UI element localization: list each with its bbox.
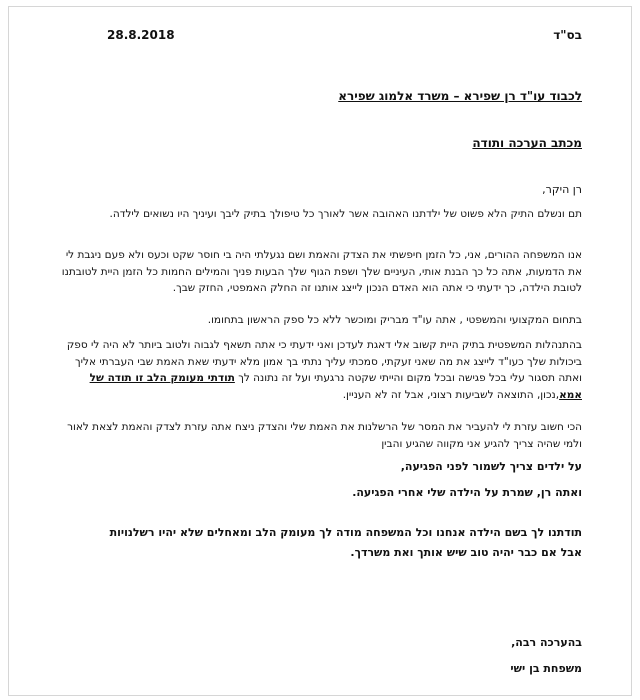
addressee-line: לכבוד עו"ד רן שפירא – משרד אלמוג שפירא xyxy=(338,89,582,103)
letter-subject: מכתב הערכה ותודה xyxy=(472,136,582,150)
paragraph-3: בתחום המקצועי והמשפטי , אתה עו"ד מבריק ומוכשר ללא כל ספק הראשון בתחומו. xyxy=(207,314,582,326)
paragraph-4-start: בהתנהלות המשפטית בתיק היית קשוב אלי דאגת לעדכן ואני ידעתי כי אתה תשאף לגבוה ולטוב ביותר לא היה לי ספק ביכולות שלך כעו"ד לייצג את מה שאני זעקתי, סמכתי עליך נתתי בך אמון מלא ידעתי שאת האמת שבי העברתי אליך ואתה תסגור עלי בכל פגישה ובכל מקום והייתי שקטה נרגעתי ועל זה נתונה לך xyxy=(66,339,582,384)
paragraph-1: תם ונשלם התיק הלא פשוט של ילדתנו האהובה אשר לאורך כל טיפולך בתיק ליבך ועיניך היו נשואים לילדה. xyxy=(109,208,582,220)
bold-line-2: ואתה רן, שמרת על הילדה שלי אחרי הפגיעה. xyxy=(352,486,582,499)
bold-line-1: על ילדים צריך לשמור לפני הפגיעה, xyxy=(400,460,582,473)
closing-line-1: תודתנו לך בשם הילדה אנחנו וכל המשפחה מודה לך מעומק הלב ומאחלים שלא יהיו רשלנויות xyxy=(109,526,582,539)
letter-date: 28.8.2018 xyxy=(107,28,175,42)
paragraph-4 xyxy=(52,337,582,403)
greeting: רן היקר, xyxy=(542,183,582,196)
signature-family: משפחת בן ישי xyxy=(510,662,582,675)
paragraph-4-emphasis: תודתי מעומק הלב זו תודה של אמא xyxy=(89,372,582,401)
paragraph-5: הכי חשוב עזרת לי להעביר את המסר של הרשלנות את האמת שלי והצדק ניצח אתה עזרת לצדק והאמת לצאת לאור ולמי שהיה צריך להגיע אני מקווה שהגיע והבין xyxy=(67,421,582,450)
bsd-header: בס"ד xyxy=(553,28,582,42)
closing-line-2: אבל אם כבר יהיה טוב שיש אותך ואת משרדך. xyxy=(350,546,582,559)
paragraph-2: אנו המשפחה ההורים, אני, כל הזמן חיפשתי את הצדק והאמת ושם נגעלתי היה בי חוסר שקט וכעס ולא פעם ניגבת לי את הדמעות, אתה כל כך הבנת אותי, העיניים שלך ושפת הגוף שלך הבעות פניך והמילים החמות כל הזמן היית לטובתנו לטובת הילדה, כך ידעתי כי אתה הוא האדם הנכון לייצג אותנו זה החלק האמפטי, החזק שבך. xyxy=(61,249,582,294)
signature-regards: בהערכה רבה, xyxy=(511,636,582,649)
paragraph-4-end: ,נכון, התוצאה לשביעות רצוני, אבל זה לא העניין. xyxy=(342,388,560,401)
